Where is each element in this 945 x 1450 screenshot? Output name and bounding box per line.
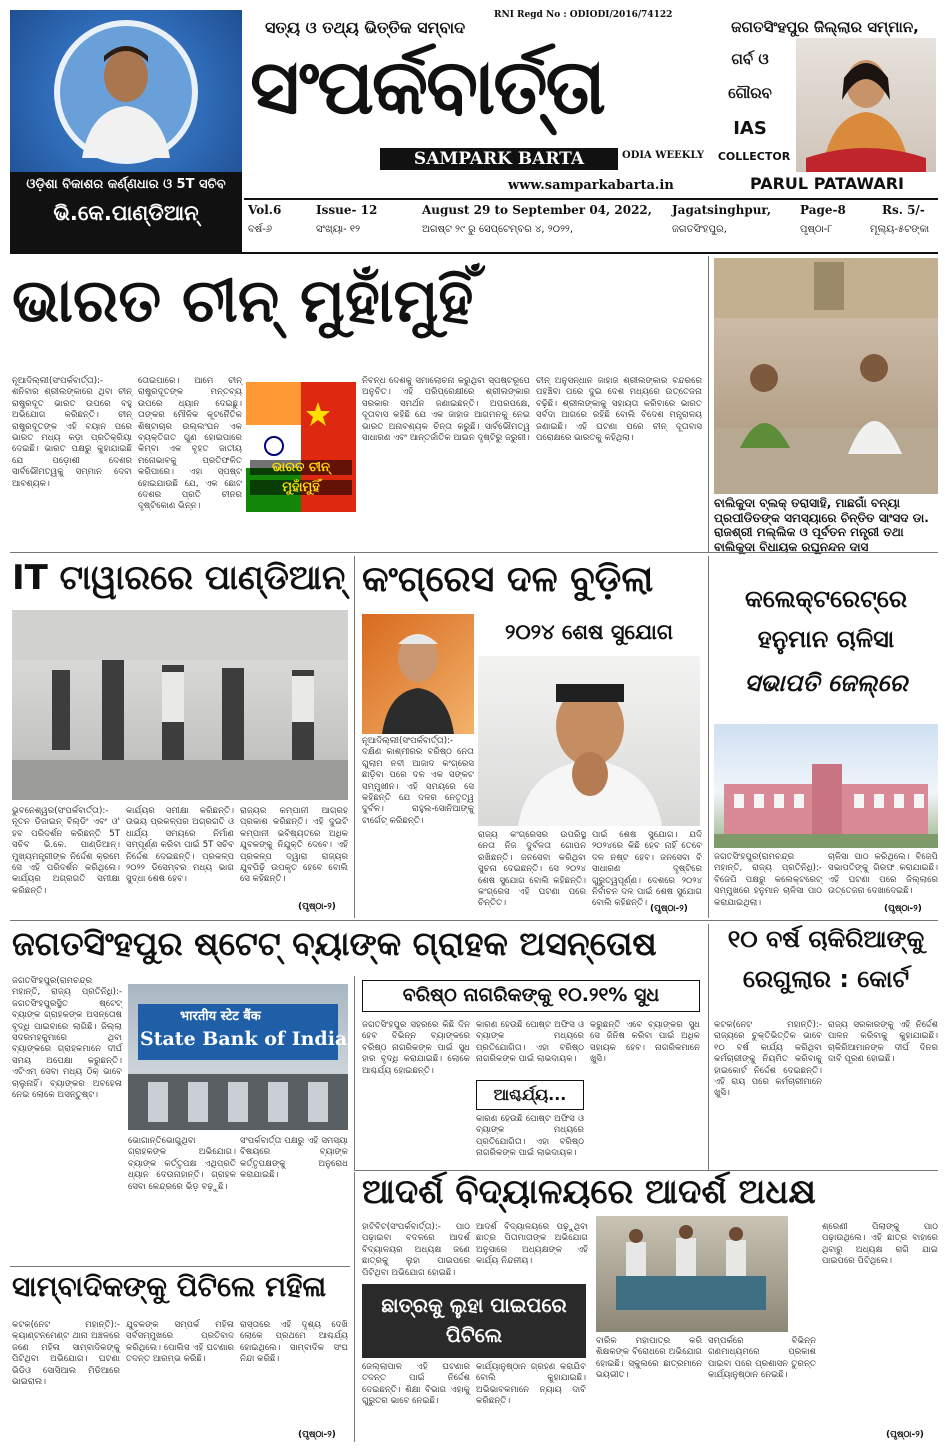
left-caption: ଓଡ଼ିଶା ବିକାଶର କର୍ଣ୍ଣଧାର ଓ 5T ସଚିବ [26, 177, 226, 192]
divider-hanuman-left [708, 556, 709, 918]
left-portrait [10, 10, 242, 172]
rni-number: RNI Regd No : ODIODI/2016/74122 [494, 10, 673, 20]
flags-text-1: ଭାରତ ଚୀନ୍ [250, 460, 352, 475]
divider-senior-left [354, 976, 355, 1170]
info-dates-or: ଅଗଷ୍ଟ ୨୯ ରୁ ସେପ୍ଟେମ୍ବର ୪, ୨୦୨୨, [422, 224, 574, 235]
headline-journalist: ସାମ୍ବାଦିକଙ୍କୁ ପିଟିଲେ ମହିଳା [12, 1270, 327, 1303]
weekly-label: ODIA WEEKLY [622, 150, 704, 161]
congress-continued: (ପୃଷ୍ଠା-୨) [650, 904, 688, 914]
journalist-col3: ରାସ୍ତାରେ ଏହି ଦୃଶ୍ୟ ଦେଖି ଲୋକେ ପ୍ରଥମେ ଆଶ୍ଚର୍ଯ୍ୟ ହୋଇଥିଲେ। ସାମ୍ବାଦିକ ସଂଘ ନିନ୍ଦା କରିଛି। [240, 1320, 348, 1365]
senior-col2: କାରଣ ହେଉଛି ପୋଷ୍ଟ ଅଫିସ ଓ ବ୍ୟାଙ୍କ ମଧ୍ୟରେ ପ୍ରତିଯୋଗିତା। ଏହା ବରିଷ୍ଠ ନାଗରିକଙ୍କ ପାଇଁ ଲାଭଦାୟକ। [476, 1020, 584, 1065]
school-darkbar [362, 1284, 586, 1358]
school-col6: ସମ୍ପର୍କରେ ବିଭିନ୍ନ ଗଣମାଧ୍ୟମରେ ପ୍ରକାଶ ପାଇବା ପରେ ପ୍ରଶାସନ ତୁରନ୍ତ କାର୍ଯ୍ୟାନୁଷ୍ଠାନ ନେଇଛି। [708, 1336, 816, 1381]
journalist-col2: ଯୁବକଙ୍କ ସମ୍ପର୍କ ମହିଳା ସର୍ବସମ୍ମୁଖରେ ପ୍ରତିବାଦ କରିଥିଲେ। ପୋଲିସ ଏହି ଘଟଣାର ତଦନ୍ତ ଆରମ୍ଭ କରିଛି। [126, 1320, 234, 1365]
flood-visit-caption: ବାଲିକୁଦା ବ୍ଲକ୍ ତରାସାହି, ମାଛଗାଁ ବନ୍ୟା ପ୍ରପୀଡିତଙ୍କ ସମସ୍ୟାରେ ଚିନ୍ତିତ ସାଂସଦ ଡା. ରାଜଶ୍ରୀ ମଲ୍ଲିକ ଓ ପୂର୍ବତନ ମନ୍ତ୍ରୀ ତଥା ବାଲିକୁଦା ବିଧାୟକ ରଘୁନନ୍ଦନ ଦାସ [714, 496, 929, 554]
sbi-col3: ସଂପର୍କବାର୍ତ୍ତା ପକ୍ଷରୁ ଏହି ସମସ୍ୟା ବିଷୟରେ ବ୍ୟାଙ୍କ କର୍ତ୍ତୃପକ୍ଷଙ୍କୁ ଅନୁରୋଧ କରାଯାଇଛି। [240, 1136, 348, 1181]
it-col1: ଭୁବନେଶ୍ୱର(ସଂପର୍କବାର୍ତ୍ତା):- ନୂତନ ଡିଜାଇନ୍ ବିଲ୍ଡିଂ ଏବଂ ଓ' ହବ ପରିଦର୍ଶନ କରିଛନ୍ତି 5T ସଚିବ ଭି.କେ. ପାଣ୍ଡିଆନ୍। ମୁଖ୍ୟମନ୍ତ୍ରୀଙ୍କ ନିର୍ଦ୍ଦେଶ କ୍ରମେ ସେ ଏହି ପରିଦର୍ଶନ କରିଥିଲେ। କାର୍ଯ୍ୟର ଅଗ୍ରଗତି ସମୀକ୍ଷା କରିଛନ୍ତି। [12, 806, 120, 896]
story1-col4: ଚୀନ୍ ଅନୁସନ୍ଧାନ ଜାହାଜ ଶ୍ରୀଲଙ୍କାର ବନ୍ଦରରେ ପହଞ୍ଚିବା ପରେ ଦୁଇ ଦେଶ ମଧ୍ୟରେ ଉତ୍ତେଜନା ବଢ଼ିଛି। ଶ୍ରୀଲଙ୍କାକୁ ସହାୟତା କରିବାରେ ଭାରତ ସର୍ବଦା ଆଗରେ ରହିଛି ବୋଲି ବିଦେଶ ମନ୍ତ୍ରାଳୟ ଜଣାଇଛି। ଏହି ଘଟଣା ପରେ ଚୀନ୍ ଦୂତାବାସ ପରୋକ୍ଷରେ ଭାରତକୁ କହିଥିଲା। [536, 376, 702, 444]
right-portrait [796, 38, 936, 172]
info-price: Rs. 5/- [882, 203, 925, 217]
sbi-col1: ଜଗତସିଂହପୁର(ରାମଚନ୍ଦ୍ର ମହାନ୍ତି, ରାଜ୍ୟ ପ୍ରତିନିଧି):- ଜଗତସିଂହପୁରସ୍ଥିତ ଷ୍ଟେଟ୍ ବ୍ୟାଙ୍କ ଗ୍ରାହକଙ୍କ ଅସନ୍ତୋଷ ବୃଦ୍ଧି ପାଇବାରେ ଲାଗିଛି। ଜିଲ୍ଲା ସଦରମହକୁମାରେ ଥିବା ବ୍ୟାଙ୍କରେ ଗ୍ରାହକମାନେ ଦୀର୍ଘ ସମୟ ଅପେକ୍ଷା କରୁଛନ୍ତି। ଏଟିଏମ୍ ସେବା ମଧ୍ୟ ଠିକ୍ ଭାବେ ଚାଲୁନାହିଁ। ବ୍ୟାଙ୍କର ଅବହେଳା ନେଇ ଲୋକେ ଅସନ୍ତୁଷ୍ଟ। [12, 976, 122, 1101]
school-col4: କାର୍ଯ୍ୟାନୁଷ୍ଠାନ ଗ୍ରହଣ କରାଯିବ ବୋଲି କୁହାଯାଇଛି। ଅଭିଭାବକମାନେ ନ୍ୟାୟ ଦାବି କରିଛନ୍ତି। [476, 1362, 586, 1407]
masthead-title: ସଂପର୍କବାର୍ତ୍ତା [250, 42, 604, 131]
right-portrait-figure [796, 38, 936, 172]
hanuman-continued: (ପୃଷ୍ଠା-୨) [884, 904, 922, 914]
headline-hanuman-3: ସଭାପତି ଜେଲ୍‌ରେ [744, 669, 908, 697]
it-tower-scene [12, 610, 348, 800]
it-continued: (ପୃଷ୍ଠା-୨) [298, 902, 336, 912]
azad-photo [362, 614, 474, 734]
info-vol: Vol.6 [248, 203, 282, 217]
infobar-top-rule [244, 198, 938, 200]
left-caption-box [10, 172, 242, 254]
divider-row2 [10, 552, 938, 553]
right-collector: COLLECTOR [717, 150, 791, 163]
school-col5: ବାରିକ ମହାପାତ୍ର କରି ଶିକ୍ଷକଙ୍କ ବିରୋଧରେ ଅଭିଯୋଗ ହୋଇଛି। ସ୍କୁଲରେ ଛାତ୍ରମାନେ ଭୟଭୀତ। [596, 1336, 702, 1381]
senior-subhead: ବରିଷ୍ଠ ନାଗରିକଙ୍କୁ ୧୦.୨୧% ସୁଧ [362, 980, 700, 1012]
school-col7: ଶ୍ରେଣୀ ପିଲାଙ୍କୁ ପାଠ ପଢ଼ାଉଥିଲେ। ଏହି ଛାତ୍ର ବାହାରେ ଥିବାରୁ ଅଧ୍ୟକ୍ଷ ରାଗି ଯାଇ ପାଇପରେ ପିଟିଥିଲେ। [822, 1222, 938, 1267]
left-portrait-figure [10, 10, 242, 172]
school-darkbar-text: ଛାତ୍ରକୁ ଲୁହା ପାଇପରେ ପିଟିଲେ [381, 1293, 567, 1347]
senior-boxed-text: ଆଶ୍ଚର୍ଯ୍ୟ... [476, 1080, 584, 1110]
school-col1: ହାଟିବିଟ(ସଂପର୍କବାର୍ତ୍ତା):- ପାଠ ପଢ଼ାଇବା ବଦଳରେ ଆଦର୍ଶ ବିଦ୍ୟାଳୟର ଅଧ୍ୟକ୍ଷ ଜଣେ ଛାତ୍ରକୁ ଲୁହା ପାଇପରେ ପିଟିଥିବା ଅଭିଯୋଗ ହୋଇଛି। [362, 1222, 470, 1278]
info-issue-or: ସଂଖ୍ୟା- ୧୨ [316, 224, 361, 235]
info-place-or: ଜଗତସିଂହପୁର, [672, 224, 727, 235]
school-continued: (ପୃଷ୍ଠା-୨) [886, 1430, 924, 1440]
info-page: Page-8 [800, 203, 846, 217]
school-photo [596, 1216, 788, 1332]
sbi-sign-hindi: भारतीय स्टेट बैंक [180, 1009, 261, 1024]
infobar-bottom-rule [10, 252, 938, 254]
divider-school-top [354, 1170, 938, 1171]
info-price-or: ମୂଲ୍ୟ-୫ଟଙ୍କା [870, 224, 930, 235]
azad-figure [362, 614, 474, 734]
school-col2: ଆଦର୍ଶ ବିଦ୍ୟାଳୟରେ ପଢ଼ୁଥିବା ଛାତ୍ର ପିତାମାତାଙ୍କ ଅଭିଯୋଗ ଅନୁସାରେ ଅଧ୍ୟକ୍ଷଙ୍କ ଏହି କାର୍ଯ୍ୟ ନିନ୍ଦନୀୟ। [476, 1222, 588, 1267]
sbi-col2: ଭୋଗାନ୍ତିଭୋଗୁଥିବା ଗ୍ରାହକଙ୍କ ଅଭିଯୋଗ। ବ୍ୟାଙ୍କ କର୍ତ୍ତୃପକ୍ଷ ଏଥିପ୍ରତି ଧ୍ୟାନ ଦେଉନାହାନ୍ତି। ଗ୍ରାହକ ସେବା କେନ୍ଦ୍ରରେ ଭିଡ଼ ବଢ଼ୁଛି। [128, 1136, 236, 1192]
right-ias: IAS [733, 118, 767, 139]
headline-it-tower: IT ଟାୱାରରେ ପାଣ୍ଡିଆନ୍ [12, 558, 346, 598]
collectorate-building [714, 724, 938, 848]
english-title: SAMPARK BARTA [380, 148, 618, 170]
headline-regular-2: ରେଗୁଲାର : କୋର୍ଟ [742, 965, 910, 993]
website-link[interactable]: www.samparkabarta.in [508, 178, 674, 193]
leader-figure [478, 656, 700, 826]
flood-visit-scene [714, 258, 938, 494]
congress-col3: ପାଇଁ ଶେଷ ସୁଯୋଗ। ଯଦି ୨୦୨୪ରେ କିଛି ହେବ ନାହିଁ ତେବେ ଦଳ ନଷ୍ଟ ହେବ। ଜନସେବା ବି ସାଧାରଣ ଦୃଷ୍ଟିରେ ଗୁରୁତ୍ୱପୂର୍ଣ୍ଣ। ଦେଶରେ ୨୦୨୪ ନିର୍ବାଚନ ଦଳ ପାଇଁ ଶେଷ ସୁଯୋଗ ବୋଲି କହିଛନ୍ତି। [592, 830, 702, 909]
school-scene [596, 1216, 788, 1332]
congress-subhead: ୨୦୨୪ ଶେଷ ସୁଯୋଗ [505, 620, 673, 644]
senior-col2b: କାରଣ ହେଉଛି ପୋଷ୍ଟ ଅଫିସ ଓ ବ୍ୟାଙ୍କ ମଧ୍ୟରେ ପ୍ରତିଯୋଗିତା। ଏହା ବରିଷ୍ଠ ନାଗରିକଙ୍କ ପାଇଁ ଲାଭଦାୟକ। [476, 1114, 584, 1159]
headline-hanuman-1: କଲେକ୍ଟରେଟ୍‌ରେ [744, 585, 908, 613]
it-col3: ରାଜ୍ୟର କମ୍ପାନୀ ଆଗ୍ରହ ପ୍ରକାଶ କରିଛନ୍ତି। ଏହି ଦୁଇଟି କମ୍ପାନୀ ଭବିଷ୍ୟତରେ ଅଧିକ ଯୁବକଙ୍କୁ ନିଯୁକ୍ତି ଦେବେ। ଏହି ପ୍ରକଳ୍ପ ଦ୍ୱାରା ରାଜ୍ୟର ଯୁବପିଢ଼ି ଉପକୃତ ହେବେ ବୋଲି ସେ କହିଛନ୍ତି। [240, 806, 348, 885]
info-page-or: ପୃଷ୍ଠା-୮ [800, 224, 833, 235]
right-caption-2: ଗର୍ବ ଓ [731, 50, 769, 68]
congress-col2: ରାଜ୍ୟ କଂଗ୍ରେସର ଉପରିସ୍ଥ ନେତା ନିଜ ଦୁର୍ବଳତା ଗୋପନ ରଖିଛନ୍ତି। ଜନସେବା କରିଥିବା ସୁଚନା ଦେଇଛନ୍ତି। ସେ ୨୦୨୪ ଶେଷ ସୁଯୋଗ ବୋଲି କହିଛନ୍ତି। କଂଗ୍ରେସ ଏହି ଘଟଣା ପରେ ଚିନ୍ତିତ। [478, 830, 586, 909]
senior-col3: କରୁଛନ୍ତି ଏବେ ବ୍ୟାଙ୍କର ସୁଧ ସେ ଜିନିଷ କରିବା ପାଇଁ ଅଧିକ ସହାୟକ ହେବ। ନାଗରିକମାନେ ଖୁସି। [590, 1020, 700, 1065]
divider-regular-left [708, 924, 709, 1170]
right-caption-3: ଗୌରବ [728, 84, 772, 102]
headline-school: ଆଦର୍ଶ ବିଦ୍ୟାଳୟରେ ଆଦର୍ଶ ଅଧକ୍ଷ [362, 1172, 816, 1212]
divider-congress-left [354, 556, 355, 918]
journalist-col1: କଟକ(ନେଟ ମହାନ୍ତି):- କ୍ୟାଣ୍ଟନମେଣ୍ଟ ଥାନା ଅଞ୍ଚଳରେ ଜଣେ ମହିଳା ସାମ୍ବାଦିକଙ୍କୁ ପିଟିଥିବା ଅଭିଯୋଗ। ଘଟଣା ଭିଡିଓ ସୋସିଆଲ ମିଡିଆରେ ଭାଇରାଲ। [12, 1320, 120, 1388]
divider-row3 [10, 920, 938, 921]
regular-col2: ରାଜ୍ୟ ସରକାରଙ୍କୁ ଏହି ନିର୍ଦ୍ଦେଶ ପାଳନ କରିବାକୁ କୁହାଯାଇଛି। ଚାକିରିଆମାନଙ୍କ ଦୀର୍ଘ ଦିନର ଦାବି ପୂରଣ ହୋଇଛି। [828, 1020, 938, 1065]
headline-sbi: ଜଗତସିଂହପୁର ଷ୍ଟେଟ୍ ବ୍ୟାଙ୍କ ଗ୍ରାହକ ଅସନ୍ତୋଷ [12, 924, 657, 963]
story1-col2-text: ତୋଇପାରେ। ଆମେ ଚୀନ୍ ରାଷ୍ଟ୍ରଦୂତଙ୍କ ମନ୍ତବ୍ୟ ଉପରେ ଧ୍ୟାନ ଦେଇଛୁ। ତାଙ୍କର ମୌଳିକ କୂଟନୈତିକ ଶିଷ୍ଟାଚାର ଉଲ୍ଲଂଘନ ଏକ ବ୍ୟକ୍ତିଗତ ଗୁଣ ହୋଇପାରେ କିମ୍ବା ଏକ ବୃହତ ଜାତୀୟ ମନୋଭାବକୁ ପ୍ରତିଫଳିତ କରିପାରେ। ଏହା ସ୍ପଷ୍ଟ ହୋଇଯାଉଛି ଯେ, ଏକ ଛୋଟ ଦେଶର ପ୍ରତି ଚୀନର ଦୃଷ୍ଟିକୋଣ ଭିନ୍ନ। [138, 376, 242, 512]
divider-journalist-top [10, 1266, 350, 1267]
senior-col1: ଜଗତସିଂହପୁର ସହରରେ କିଛି ଦିନ ହେବ ବିଭିନ୍ନ ବ୍ୟାଙ୍କରେ ବରିଷ୍ଠ ନାଗରିକଙ୍କ ପାଇଁ ସୁଧ ହାର ବୃଦ୍ଧି କରାଯାଇଛି। ଲୋକେ ଆଶ୍ଚର୍ଯ୍ୟ ହୋଇଛନ୍ତି। [362, 1020, 470, 1076]
journalist-continued: (ପୃଷ୍ଠା-୨) [298, 1430, 336, 1440]
regular-col1: କଟକ(ନେଟ ମହାନ୍ତି):- ରାଜ୍ୟରେ ଚୁକ୍ତିଭିତ୍ତିକ ଭାବେ ୧୦ ବର୍ଷ କାର୍ଯ୍ୟ କରିଥିବା କର୍ମଚାରୀଙ୍କୁ ନିୟମିତ କରିବାକୁ ହାଇକୋର୍ଟ ନିର୍ଦ୍ଦେଶ ଦେଇଛନ୍ତି। ଏହି ରାୟ ପରେ କର୍ମଚାରୀମାନେ ଖୁସି। [714, 1020, 822, 1099]
school-col3: ଜେଲ୍ଲାପାଳ ଏହି ଘଟଣାର ତଦନ୍ତ ପାଇଁ ନିର୍ଦ୍ଦେଶ ଦେଇଛନ୍ତି। ଶିକ୍ଷା ବିଭାଗ ଏହାକୁ ଗୁରୁତର ଭାବେ ନେଇଛି। [362, 1362, 470, 1407]
it-tower-photo [12, 610, 348, 800]
congress-leader-photo [478, 656, 700, 826]
flags-text-2: ମୁହାଁମୁହିଁ [250, 480, 352, 495]
divider-journalist-right [354, 1172, 355, 1442]
flood-visit-photo [714, 258, 938, 494]
collectorate-photo [714, 724, 938, 848]
sbi-sign-english: State Bank of India [140, 1028, 348, 1050]
hanuman-col2: ଚାଳିସା ପାଠ କରିଥିଲେ। ବିଜେପି ସଭାପତିଙ୍କୁ ଗିରଫ କରାଯାଇଛି। ଏହି ଘଟଣା ପରେ ଜିଲ୍ଲାରେ ଉତ୍ତେଜନା ଦେଖାଦେଇଛି। [828, 852, 938, 897]
headline-india-china: ଭାରତ ଚୀନ୍ ମୁହାଁମୁହିଁ [12, 266, 474, 336]
right-caption-1: ଜଗତସିଂହପୁର ଜିଲ୍ଲାର ସମ୍ମାନ, [731, 18, 919, 36]
info-vol-or: ବର୍ଷ-୬ [248, 224, 273, 235]
tagline: ସତ୍ୟ ଓ ତଥ୍ୟ ଭିତ୍ତିକ ସମ୍ବାଦ [265, 18, 466, 37]
left-name: ଭି.କେ.ପାଣ୍ଡିଆନ୍ [53, 201, 199, 225]
headline-congress: କଂଗ୍ରେସ ଦଳ ବୁଡ଼ିଲା [362, 559, 654, 600]
story1-col3: ନିବନ୍ଧ ଦେଶକୁ ସମାଲୋଚନା କରୁଥିବା ସ୍ପଷ୍ଟରୂପେ ଅନୁଚିତ। ଏହି ପରିପ୍ରେକ୍ଷୀରେ ଶ୍ରୀଲଙ୍କାର ସରକାର ସମର୍ଥନ ଜଣାଇଛନ୍ତି। ଅପରପକ୍ଷେ, ଦୂତାବାସ କହିଛି ଯେ ଏକ ଜାହାଜ ଆଗମନକୁ ନେଇ ଭାରତ ଅନାବଶ୍ୟକ ଚିନ୍ତା କରୁଛି। ସାର୍ବଭୌମତ୍ୱ ସାଧାରଣ ଏବଂ ଆନ୍ତର୍ଜାତିକ ଆଇନ ଦୃଷ୍ଟିରୁ ଜରୁରୀ। [362, 376, 530, 444]
info-issue: Issue- 12 [316, 203, 378, 217]
side-divider-top [708, 256, 709, 552]
congress-col1: ନୂଆଦିଲ୍ଲୀ(ସଂପର୍କବାର୍ତ୍ତା):- ଦକ୍ଷିଣ କାଶ୍ମୀରର ବରିଷ୍ଠ ନେତା ଗୁଲାମ ନବୀ ଆଜାଦ କଂଗ୍ରେସ ଛାଡ଼ିବା ପରେ ଦଳ ଏକ ସଙ୍କଟ ସମ୍ମୁଖୀନ। ଏହି ସମୟରେ ସେ କହିଛନ୍ତି ଯେ ଦଳର ନେତୃତ୍ୱ ଦୁର୍ବଳ। ରାହୁଲ-ସୋନିଆଙ୍କୁ ଟାର୍ଗେଟ୍ କରିଛନ୍ତି। [362, 736, 474, 826]
info-dates: August 29 to September 04, 2022, [422, 203, 652, 217]
story1-col1: ନୂଆଦିଲ୍ଲୀ(ସଂପର୍କବାର୍ତ୍ତା):- ଶନିବାର ଶ୍ରୀଲଙ୍କାରେ ଥିବା ଚୀନ୍ ରାଷ୍ଟ୍ରଦୂତ ଭାରତ ଉପରେ ବହୁ ଅଭିଯୋଗ କରିଛନ୍ତି। ଚୀନ୍ ରାଷ୍ଟ୍ରଦୂତଙ୍କ ଏହି ବୟାନ ପରେ ଭାରତ ମଧ୍ୟ କଡ଼ା ପ୍ରତିକ୍ରିୟା ଦେଇଛି। ଭାରତ ପକ୍ଷରୁ କୁହାଯାଇଛି ଯେ ପଡ଼ୋଶୀ ଦେଶର ସାର୍ବଭୌମତ୍ୱକୁ ସମ୍ମାନ ଦେବା ଆବଶ୍ୟକ। [12, 376, 132, 489]
info-place: Jagatsinghpur, [672, 203, 772, 217]
headline-regular-1: ୧୦ ବର୍ଷ ଚାକିରିଆଙ୍କୁ [727, 925, 925, 953]
hanuman-col1: ଜଗତସିଂହପୁର(ରାମଚନ୍ଦ୍ର ମହାନ୍ତି, ରାଜ୍ୟ ପ୍ରତିନିଧି):- ବିଜେପି ପକ୍ଷରୁ କଲେକ୍ଟରେଟ୍ ସମ୍ମୁଖରେ ହନୁମାନ ଚାଳିସା ପାଠ କରାଯାଇଥିଲା। [714, 852, 822, 908]
right-name: PARUL PATAWARI [749, 174, 905, 193]
it-col2: କାର୍ଯ୍ୟର ସମୀକ୍ଷା କରିଛନ୍ତି। ଉଭୟ ପ୍ରକଳ୍ପର ଅଗ୍ରଗତି ଓ ଧାର୍ଯ୍ୟ ସମୟରେ ନିର୍ମାଣ ସମ୍ପୂର୍ଣ୍ଣ କରିବା ପାଇଁ 5T ସଚିବ ନିର୍ଦ୍ଦେଶ ଦେଇଛନ୍ତି। ପ୍ରକଳ୍ପ ୨୦୨୨ ଡିସେମ୍ବର ମଧ୍ୟ ଭାଗ ସୁଦ୍ଧା ଶେଷ ହେବ। [126, 806, 234, 885]
headline-hanuman-2: ହନୁମାନ ଚାଳିସା [757, 625, 895, 653]
